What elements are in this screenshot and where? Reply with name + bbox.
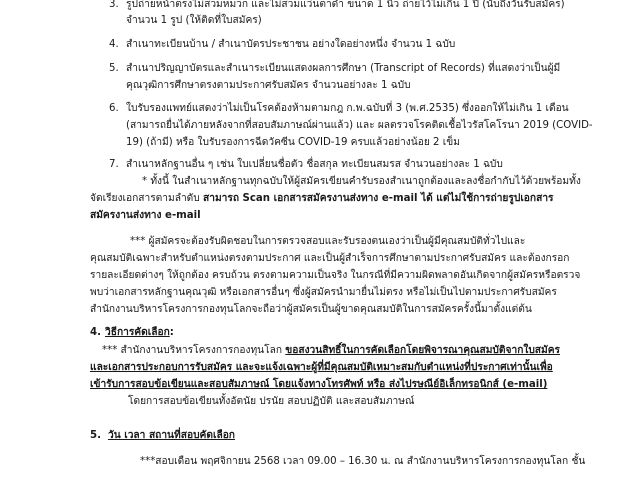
item-5-line-2: คุณวุฒิการศึกษาตรงตามประกาศรับสมัคร จำนวนอย่างละ 1 ฉบับ [126, 80, 411, 91]
note-2-line-2: คุณสมบัติเฉพาะสำหรับตำแหน่งตรงตามประกาศ และเป็นผู้สำเร็จการศึกษาตามประกาศรับสมัคร และต้องกรอก [90, 253, 570, 264]
note-2-line-1: *** ผู้สมัครจะต้องรับผิดชอบในการตรวจสอบและรับรองตนเองว่าเป็นผู้มีคุณสมบัติทั่วไปและ [130, 236, 526, 247]
section-4-line-2: และเอกสารประกอบการรับสมัคร และจะแจ้งเฉพาะผู้ที่มีคุณสมบัติเหมาะสมกับตำแหน่งที่ประกาศเท่านั้นเพื่อ [90, 362, 553, 373]
item-6-line-3: 19) (ถ้ามี) หรือ ใบรับรองการฉีดวัคซีน COVID-19 ครบแล้วอย่างน้อย 2 เข็ม [126, 137, 460, 148]
item-6-line-2: (สามารถยื่นได้ภายหลังจากที่สอบสัมภาษณ์ผ่านแล้ว) และ ผลตรวจโรคติดเชื้อไวรัสโคโรนา 2019 (COVID- [126, 120, 593, 131]
item-7-line-1: สำเนาหลักฐานอื่น ๆ เช่น ใบเปลี่ยนชื่อตัว ชื่อสกุล ทะเบียนสมรส จำนวนอย่างละ 1 ฉบับ [126, 159, 503, 170]
note-2-line-4: พบว่าเอกสารหลักฐานคุณวุฒิ หรือเอกสารอื่นๆ ซึ่งผู้สมัครนำมายื่นไม่ตรง หรือไม่เป็นไปตามประกาศรับสมัคร [90, 287, 557, 298]
item-5-number: 5. [109, 63, 119, 74]
item-6-line-1: ใบรับรองแพทย์แสดงว่าไม่เป็นโรคต้องห้ามตามกฎ ก.พ.ฉบับที่ 3 (พ.ศ.2535) ซึ่งออกให้ไม่เกิน 1 เดือน [126, 103, 569, 114]
note-1-line-2-bold: สามารถ Scan เอกสารสมัครงานส่งทาง e-mail ได้ แต่ไม่ใช้การถ่ายรูปเอกสาร [203, 193, 554, 204]
section-4-title: วิธีการคัดเลือก [105, 327, 170, 338]
section-5-title: วัน เวลา สถานที่สอบคัดเลือก [108, 430, 235, 441]
section-4-heading [105, 325, 174, 341]
note-1-line-2 [90, 191, 554, 207]
note-1-line-3: สมัครงานส่งทาง e-mail [90, 210, 201, 221]
section-5-number: 5. [90, 430, 101, 441]
section-4-line-1-plain: *** สำนักงานบริหารโครงการกองทุนโลก [102, 345, 286, 356]
item-3-number: 3. [109, 0, 119, 10]
note-1-line-2-plain: จัดเรียงเอกสารตามลำดับ [90, 193, 203, 204]
item-3-line-1: รูปถ่ายหน้าตรงไม่สวมหมวก และไม่สวมแว่นตาดำ ขนาด 1 นิ้ว ถ่ายไว้ไม่เกิน 1 ปี (นับถึงวันรับสมัคร) [126, 0, 565, 10]
item-4-number: 4. [109, 39, 119, 50]
note-2-line-3: รายละเอียดต่างๆ ให้ถูกต้อง ครบถ้วน ตรงตามความเป็นจริง ในกรณีที่มีความผิดพลาดอันเกิดจากผู้สมัครหรือตรวจ [90, 270, 581, 281]
item-5-line-1: สำเนาปริญญาบัตรและสำเนาระเบียนแสดงผลการศึกษา (Transcript of Records) ที่แสดงว่าเป็นผู้มี [126, 63, 561, 74]
section-5-line-1: ***สอบเดือน พฤศจิกายน 2568 เวลา 09.00 – 16.30 น. ณ สำนักงานบริหารโครงการกองทุนโลก ชั้น [140, 456, 586, 467]
section-4-line-1 [102, 343, 560, 359]
section-4-colon: : [169, 327, 174, 338]
section-4-line-3: เข้ารับการสอบข้อเขียนและสอบสัมภาษณ์ โดยแจ้งทางโทรศัพท์ หรือ ส่งไปรษณีย์อิเล็กทรอนิกส์ (e-mail) [90, 379, 548, 390]
item-4-line-1: สำเนาทะเบียนบ้าน / สำเนาบัตรประชาชน อย่างใดอย่างหนึ่ง จำนวน 1 ฉบับ [126, 39, 456, 50]
section-4-line-4: โดยการสอบข้อเขียนทั้งอัตนัย ปรนัย สอบปฏิบัติ และสอบสัมภาษณ์ [128, 396, 415, 407]
item-3-line-2: จำนวน 1 รูป (ให้ติดที่ใบสมัคร) [126, 15, 262, 26]
item-6-number: 6. [109, 103, 119, 114]
section-4-number: 4. [90, 327, 101, 338]
note-2-line-5: สำนักงานบริหารโครงการกองทุนโลกจะถือว่าผู้สมัครเป็นผู้ขาดคุณสมบัติในการสมัครครั้งนี้มาตั้งแต่ต้น [90, 304, 532, 315]
item-7-number: 7. [109, 159, 119, 170]
note-1-line-1: * ทั้งนี้ ในสำเนาหลักฐานทุกฉบับให้ผู้สมัครเขียนคำรับรองสำเนาถูกต้องและลงชื่อกำกับไว้ด้วยพร้อมทั้ง [142, 176, 581, 187]
section-4-line-1-bold: ขอสงวนสิทธิ์ในการคัดเลือกโดยพิจารณาคุณสมบัติจากใบสมัคร [285, 345, 561, 356]
